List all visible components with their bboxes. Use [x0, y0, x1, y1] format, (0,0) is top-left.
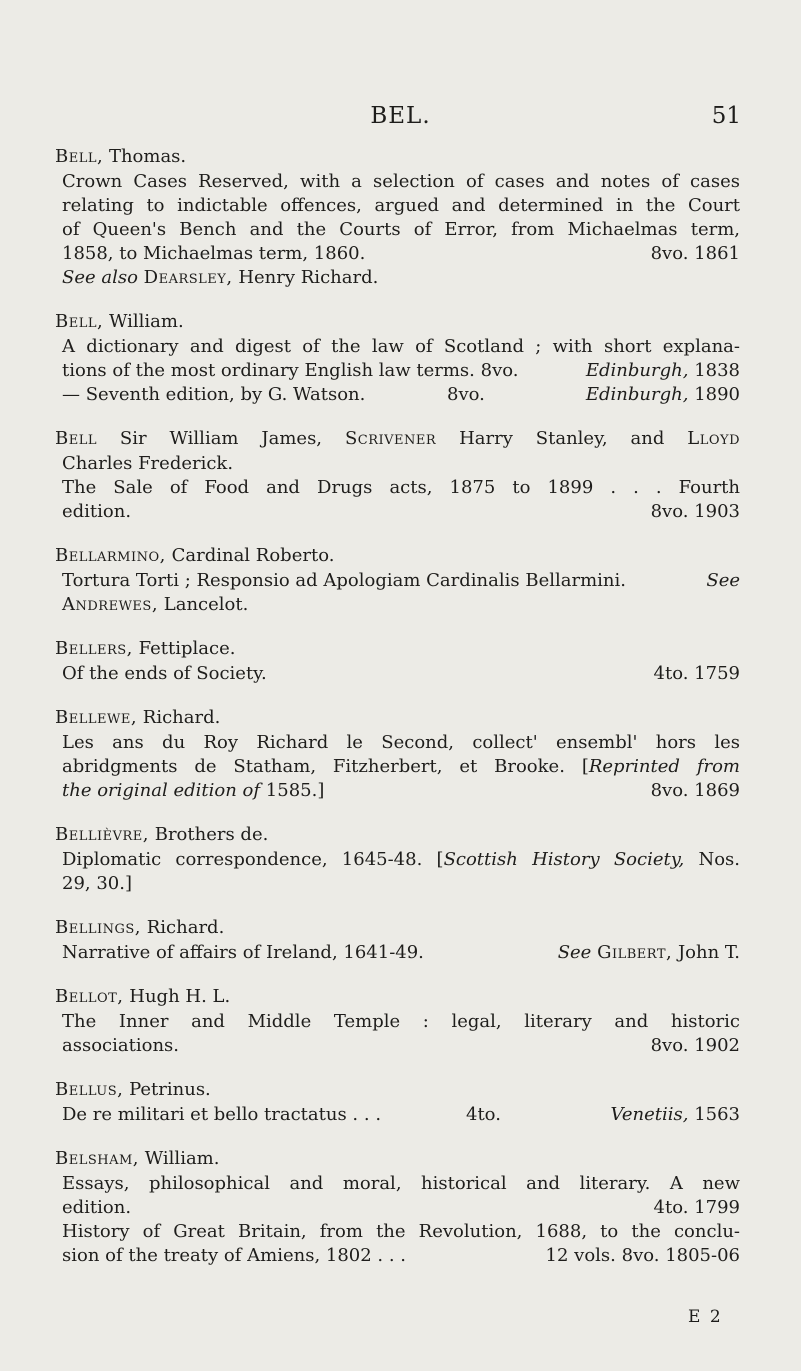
place: Venetiis,: [610, 1104, 689, 1125]
entry-line: [62, 1103, 740, 1127]
running-title: BEL.: [370, 103, 431, 129]
author-forename: Petrinus.: [123, 1079, 211, 1100]
place-year: [586, 359, 740, 383]
entry-bell-scrivener-lloyd: [0, 427, 801, 524]
entry-heading: [55, 823, 801, 848]
entry-text: tions of the most ordinary English law terms. 8vo.: [62, 360, 519, 381]
entry-heading: [55, 1147, 801, 1172]
author-surname: Bellers,: [55, 638, 133, 659]
author-surname: Bellus,: [55, 1079, 124, 1100]
format-year: 4to. 1799: [653, 1197, 740, 1218]
entry-line: 29, 30.]: [62, 873, 132, 894]
entry-line: Essays, philosophical and moral, historical and literary. A new: [62, 1173, 740, 1194]
running-head: [0, 103, 801, 133]
cross-ref-surname: Andrewes,: [62, 594, 159, 615]
format: 4to.: [466, 1104, 501, 1125]
author-surname: Bellarmino,: [55, 545, 166, 566]
author-forename: Thomas.: [103, 146, 187, 167]
entry-heading: [55, 310, 801, 335]
entry-text: Tortura Torti ; Responsio ad Apologiam Cardinalis Bellarmini.: [62, 570, 626, 591]
format: 8vo.: [447, 384, 485, 405]
entry-line: [62, 848, 740, 872]
entry-line: Les ans du Roy Richard le Second, collect' ensembl' hors les: [62, 732, 740, 753]
entry-text: 1585.]: [260, 780, 325, 801]
format-year: 8vo. 1903: [650, 501, 740, 522]
year: 1838: [688, 360, 740, 381]
entry-bell-thomas: [0, 145, 801, 290]
coauthor-surname: Scrivener: [344, 428, 437, 449]
author-surname: Bellièvre,: [55, 824, 149, 845]
place-year: [611, 1103, 740, 1127]
entry-line: [62, 941, 740, 965]
author-forename: Richard.: [141, 917, 225, 938]
note-italic: Reprinted from: [588, 756, 740, 777]
entry-line: Charles Frederick.: [62, 453, 234, 474]
place-year: [586, 383, 740, 407]
entry-line: [62, 1034, 740, 1058]
entry-heading: [55, 637, 801, 662]
page-number: 51: [711, 103, 741, 129]
author-surname: Bellings,: [55, 917, 142, 938]
signature-mark: E 2: [688, 1307, 723, 1327]
entry-line: [62, 383, 740, 407]
entry-line: [62, 242, 740, 266]
entry-bellievre: [0, 823, 801, 896]
entry-line: of Queen's Bench and the Courts of Error, from Michaelmas term,: [62, 219, 740, 240]
author-surname: Bell,: [55, 311, 104, 332]
entry-text: edition.: [62, 501, 132, 522]
entry-text: Nos.: [684, 849, 740, 870]
entry-line: [62, 1244, 740, 1268]
coauthor-surname: Lloyd: [687, 428, 740, 449]
entry-bellus: [0, 1078, 801, 1127]
place: Edinburgh,: [585, 360, 689, 381]
entry-heading: [55, 1078, 801, 1103]
see-label: See: [706, 570, 740, 591]
entry-text: edition.: [62, 1197, 132, 1218]
entry-text: De re militari et bello tractatus . . .: [62, 1104, 382, 1125]
author-forename: Fettiplace.: [132, 638, 236, 659]
format-year: 8vo. 1869: [650, 780, 740, 801]
author-surname: Bell: [55, 428, 97, 449]
entry-list: [0, 145, 801, 1288]
series-italic: Scottish History Society,: [443, 849, 685, 870]
entry-line: [62, 593, 740, 617]
coauthor-forename: Harry Stanley, and: [436, 428, 688, 449]
author-surname: Bell,: [55, 146, 104, 167]
entry-line: [62, 359, 740, 383]
cross-ref-surname: Gilbert,: [597, 942, 673, 963]
entry-bellewe: [0, 706, 801, 803]
entry-text: sion of the treaty of Amiens, 1802 . . .: [62, 1245, 407, 1266]
year: 1890: [688, 384, 740, 405]
entry-bellers: [0, 637, 801, 686]
author-forename: Brothers de.: [149, 824, 269, 845]
see-also-line: [62, 266, 740, 290]
entry-bellings: [0, 916, 801, 965]
author-forename: William.: [103, 311, 184, 332]
entry-text: Diplomatic correspondence, 1645-48. [: [62, 849, 444, 870]
entry-heading: [55, 706, 801, 731]
author-forename: William.: [139, 1148, 220, 1169]
format-year: 8vo. 1861: [650, 243, 740, 264]
entry-heading: [55, 544, 801, 569]
cross-ref: [558, 941, 740, 965]
author-forename: Richard.: [137, 707, 221, 728]
entry-line: The Inner and Middle Temple : legal, literary and historic: [62, 1011, 740, 1032]
entry-line: [62, 569, 740, 593]
entry-bellarmino: [0, 544, 801, 617]
entry-heading: [55, 145, 801, 170]
entry-text: 1858, to Michaelmas term, 1860.: [62, 243, 366, 264]
entry-text: abridgments de Statham, Fitzherbert, et Brooke. [: [62, 756, 589, 777]
author-surname: Bellewe,: [55, 707, 138, 728]
author-surname: Bellot,: [55, 986, 124, 1007]
cross-ref-forename: John T.: [672, 942, 740, 963]
entry-bell-william: [0, 310, 801, 407]
note-italic: the original edition of: [62, 780, 261, 801]
cross-ref-surname: Dearsley,: [143, 267, 233, 288]
entry-line: Crown Cases Reserved, with a selection of cases and notes of cases: [62, 171, 740, 192]
see-label: See: [557, 942, 592, 963]
entry-heading: [55, 985, 801, 1010]
place: Edinburgh,: [585, 384, 689, 405]
format-year: 4to. 1759: [653, 663, 740, 684]
entry-line: A dictionary and digest of the law of Scotland ; with short explana-: [62, 336, 740, 357]
see-also-label: See also: [62, 267, 138, 288]
entry-line: relating to indictable offences, argued and determined in the Court: [62, 195, 740, 216]
entry-line: [62, 662, 740, 686]
cross-ref-forename: Henry Richard.: [232, 267, 379, 288]
entry-line: [62, 779, 740, 803]
author-forename: Hugh H. L.: [123, 986, 231, 1007]
entry-text: Narrative of affairs of Ireland, 1641-49.: [62, 942, 424, 963]
format-year: 12 vols. 8vo. 1805-06: [545, 1245, 740, 1266]
entry-line: [62, 1196, 740, 1220]
entry-text: associations.: [62, 1035, 179, 1056]
entry-heading: [55, 427, 740, 452]
author-surname: Belsham,: [55, 1148, 140, 1169]
entry-line: History of Great Britain, from the Revolution, 1688, to the conclu-: [62, 1221, 740, 1242]
author-forename: Sir William James,: [96, 428, 345, 449]
year: 1563: [688, 1104, 740, 1125]
entry-line: The Sale of Food and Drugs acts, 1875 to 1899 . . . Fourth: [62, 477, 740, 498]
entry-line: [62, 500, 740, 524]
entry-belsham: [0, 1147, 801, 1268]
format-year: 8vo. 1902: [650, 1035, 740, 1056]
entry-line: [62, 755, 740, 779]
entry-bellot: [0, 985, 801, 1058]
entry-heading: [55, 916, 801, 941]
cross-ref-forename: Lancelot.: [158, 594, 249, 615]
entry-text: — Seventh edition, by G. Watson.: [62, 384, 366, 405]
author-forename: Cardinal Roberto.: [165, 545, 335, 566]
entry-text: Of the ends of Society.: [62, 663, 267, 684]
